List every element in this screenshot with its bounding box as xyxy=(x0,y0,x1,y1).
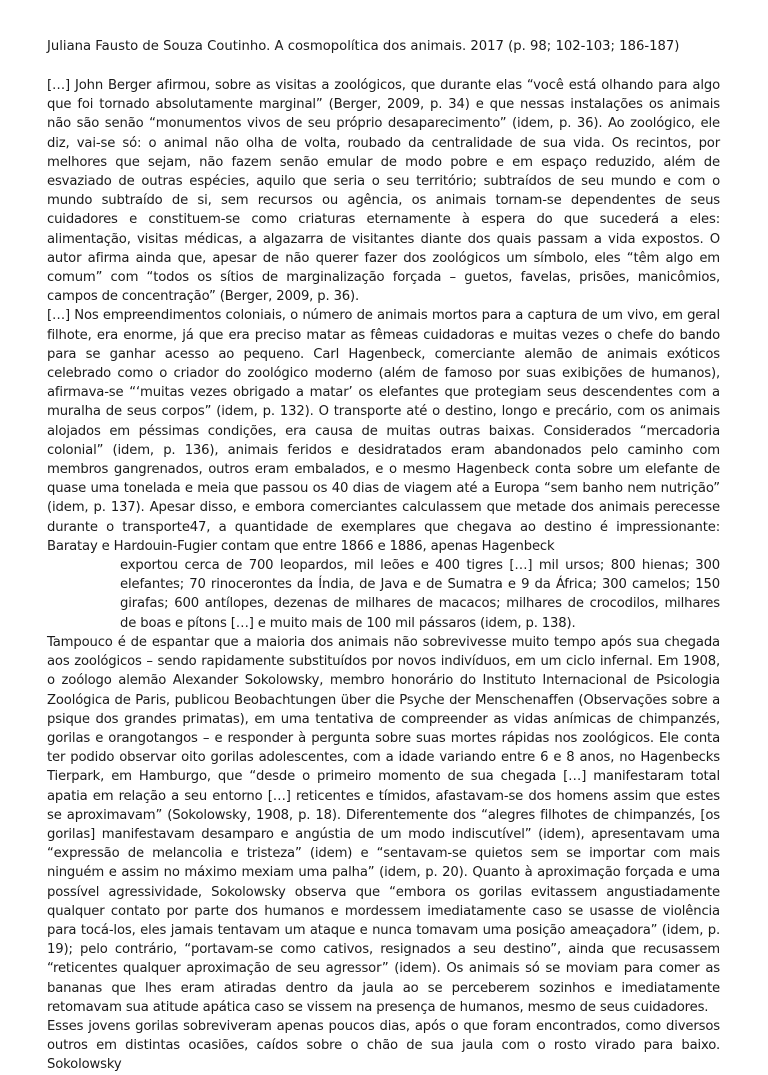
paragraph-berger: […] John Berger afirmou, sobre as visitas a zoológicos, que durante elas “você está olhando para algo que foi tornado absolutamente marginal” (Berger, 2009, p. 34) e que nessas instalações os animais não são senão “monumentos vivos de seu próprio desaparecimento” (idem, p. 36). Ao zoológico, ele diz, vai-se só: o animal não olha de volta, roubado da centralidade de sua vida. Os recintos, por melhores que sejam, não fazem senão emular de modo pobre e em espaço reduzido, além de esvaziado de outras espécies, aquilo que seria o seu território; subtraídos de seu mundo e com o mundo subtraído de si, sem recursos ou agência, os animais tornam-se dependentes de seus cuidadores e constituem-se como criaturas eternamente à espera do que sucederá a eles: alimentação, visitas médicas, a algazarra de visitantes diante dos quais passam a vida expostos. O autor afirma ainda que, apesar de não querer fazer dos zoológicos um símbolo, eles “têm algo em comum” com “todos os sítios de marginalização forçada – guetos, favelas, prisões, manicômios, campos de concentração” (Berger, 2009, p. 36). xyxy=(47,78,720,305)
citation-header: Juliana Fausto de Souza Coutinho. A cosmopolítica dos animais. 2017 (p. 98; 102-103; 186-187) xyxy=(47,39,680,54)
paragraph-gorillas: Esses jovens gorilas sobreviveram apenas poucos dias, após o que foram encontrados, como diversos outros em distintas ocasiões, caídos sobre o chão de sua jaula com o rosto virado para baixo. Sokolowsky xyxy=(47,1018,720,1073)
document-page xyxy=(47,37,720,1075)
paragraph-colonial: […] Nos empreendimentos coloniais, o número de animais mortos para a captura de um vivo, em geral filhote, era enorme, já que era preciso matar as fêmeas cuidadoras e muitas vezes o chefe do bando para se ganhar acesso ao pequeno. Carl Hagenbeck, comerciante alemão de animais exóticos celebrado como o criador do zoológico moderno (além de famoso por suas exibições de humanos), afirmava-se “‘muitas vezes obrigado a matar’ os elefantes que protegiam seus descendentes com a muralha de seus corpos” (idem, p. 132). O transporte até o destino, longo e precário, com os animais alojados em péssimas condições, era causa de muitas outras baixas. Considerados “mercadoria colonial” (idem, p. 136), animais feridos e desidratados eram abandonados pelo caminho com membros gangrenados, outros eram embalados, e o mesmo Hagenbeck conta sobre um elefante de quase uma tonelada e meia que passou os 40 dias de viagem até a Europa “sem banho nem nutrição” (idem, p. 137). Apesar disso, e embora comerciantes calculassem que metade dos animais perecesse durante o transporte47, a quantidade de exemplares que chegava ao destino é impressionante: Baratay e Hardouin-Fugier contam que entre 1866 e 1886, apenas Hagenbeck xyxy=(47,308,720,554)
block-quote-hagenbeck: exportou cerca de 700 leopardos, mil leões e 400 tigres […] mil ursos; 800 hienas; 300 elefantes; 70 rinocerontes da Índia, de Java e de Sumatra e 9 da África; 300 camelos; 150 girafas; 600 antílopes, dezenas de milhares de macacos; milhares de crocodilos, milhares de boas e pítons […] e muito mais de 100 mil pássaros (idem, p. 138). xyxy=(120,558,720,631)
paragraph-sokolowsky: Tampouco é de espantar que a maioria dos animais não sobrevivesse muito tempo após sua chegada aos zoológicos – sendo rapidamente substituídos por novos indivíduos, em um ciclo infernal. Em 1908, o zoólogo alemão Alexander Sokolowsky, membro honorário do Instituto Internacional de Psicologia Zoológica de Paris, publicou Beobachtungen über die Psyche der Menschenaffen (Observações sobre a psique dos grandes primatas), em uma tentativa de compreender as vidas anímicas de chimpanzés, gorilas e orangotangos – e responder à pergunta sobre suas mortes rápidas nos zoológicos. Ele conta ter podido observar oito gorilas adolescentes, com a idade variando entre 6 e 8 anos, no Hagenbecks Tierpark, em Hamburgo, que “desde o primeiro momento de sua chegada […] manifestaram total apatia em relação a seu entorno […] reticentes e tímidos, afastavam-se dos homens assim que estes se aproximavam” (Sokolowsky, 1908, p. 18). Diferentemente dos “alegres filhotes de chimpanzés, [os gorilas] manifestavam desamparo e angústia de um modo indiscutível” (idem), apresentavam uma “expressão de melancolia e tristeza” (idem) e “sentavam-se quietos sem se importar com mais ninguém e assim no máximo mexiam uma palha” (idem, p. 20). Quanto à aproximação forçada e uma possível agressividade, Sokolowsky observa que “embora os gorilas evitassem angustiadamente qualquer contato por parte dos humanos e mordessem imediatamente caso se usasse de violência para tocá-los, eles jamais tentavam um ataque e nunca tomavam uma posição ameaçadora” (idem, p. 19); pelo contrário, “portavam-se como cativos, resignados a seu destino”, ainda que recusassem “reticentes qualquer aproximação de seu agressor” (idem). Os animais só se moviam para comer as bananas que lhes eram atiradas dentro da jaula ao se perceberem sozinhos e imediatamente retomavam sua atitude apática caso se vissem na presença de humanos, mesmo de seus cuidadores. xyxy=(47,634,720,1015)
